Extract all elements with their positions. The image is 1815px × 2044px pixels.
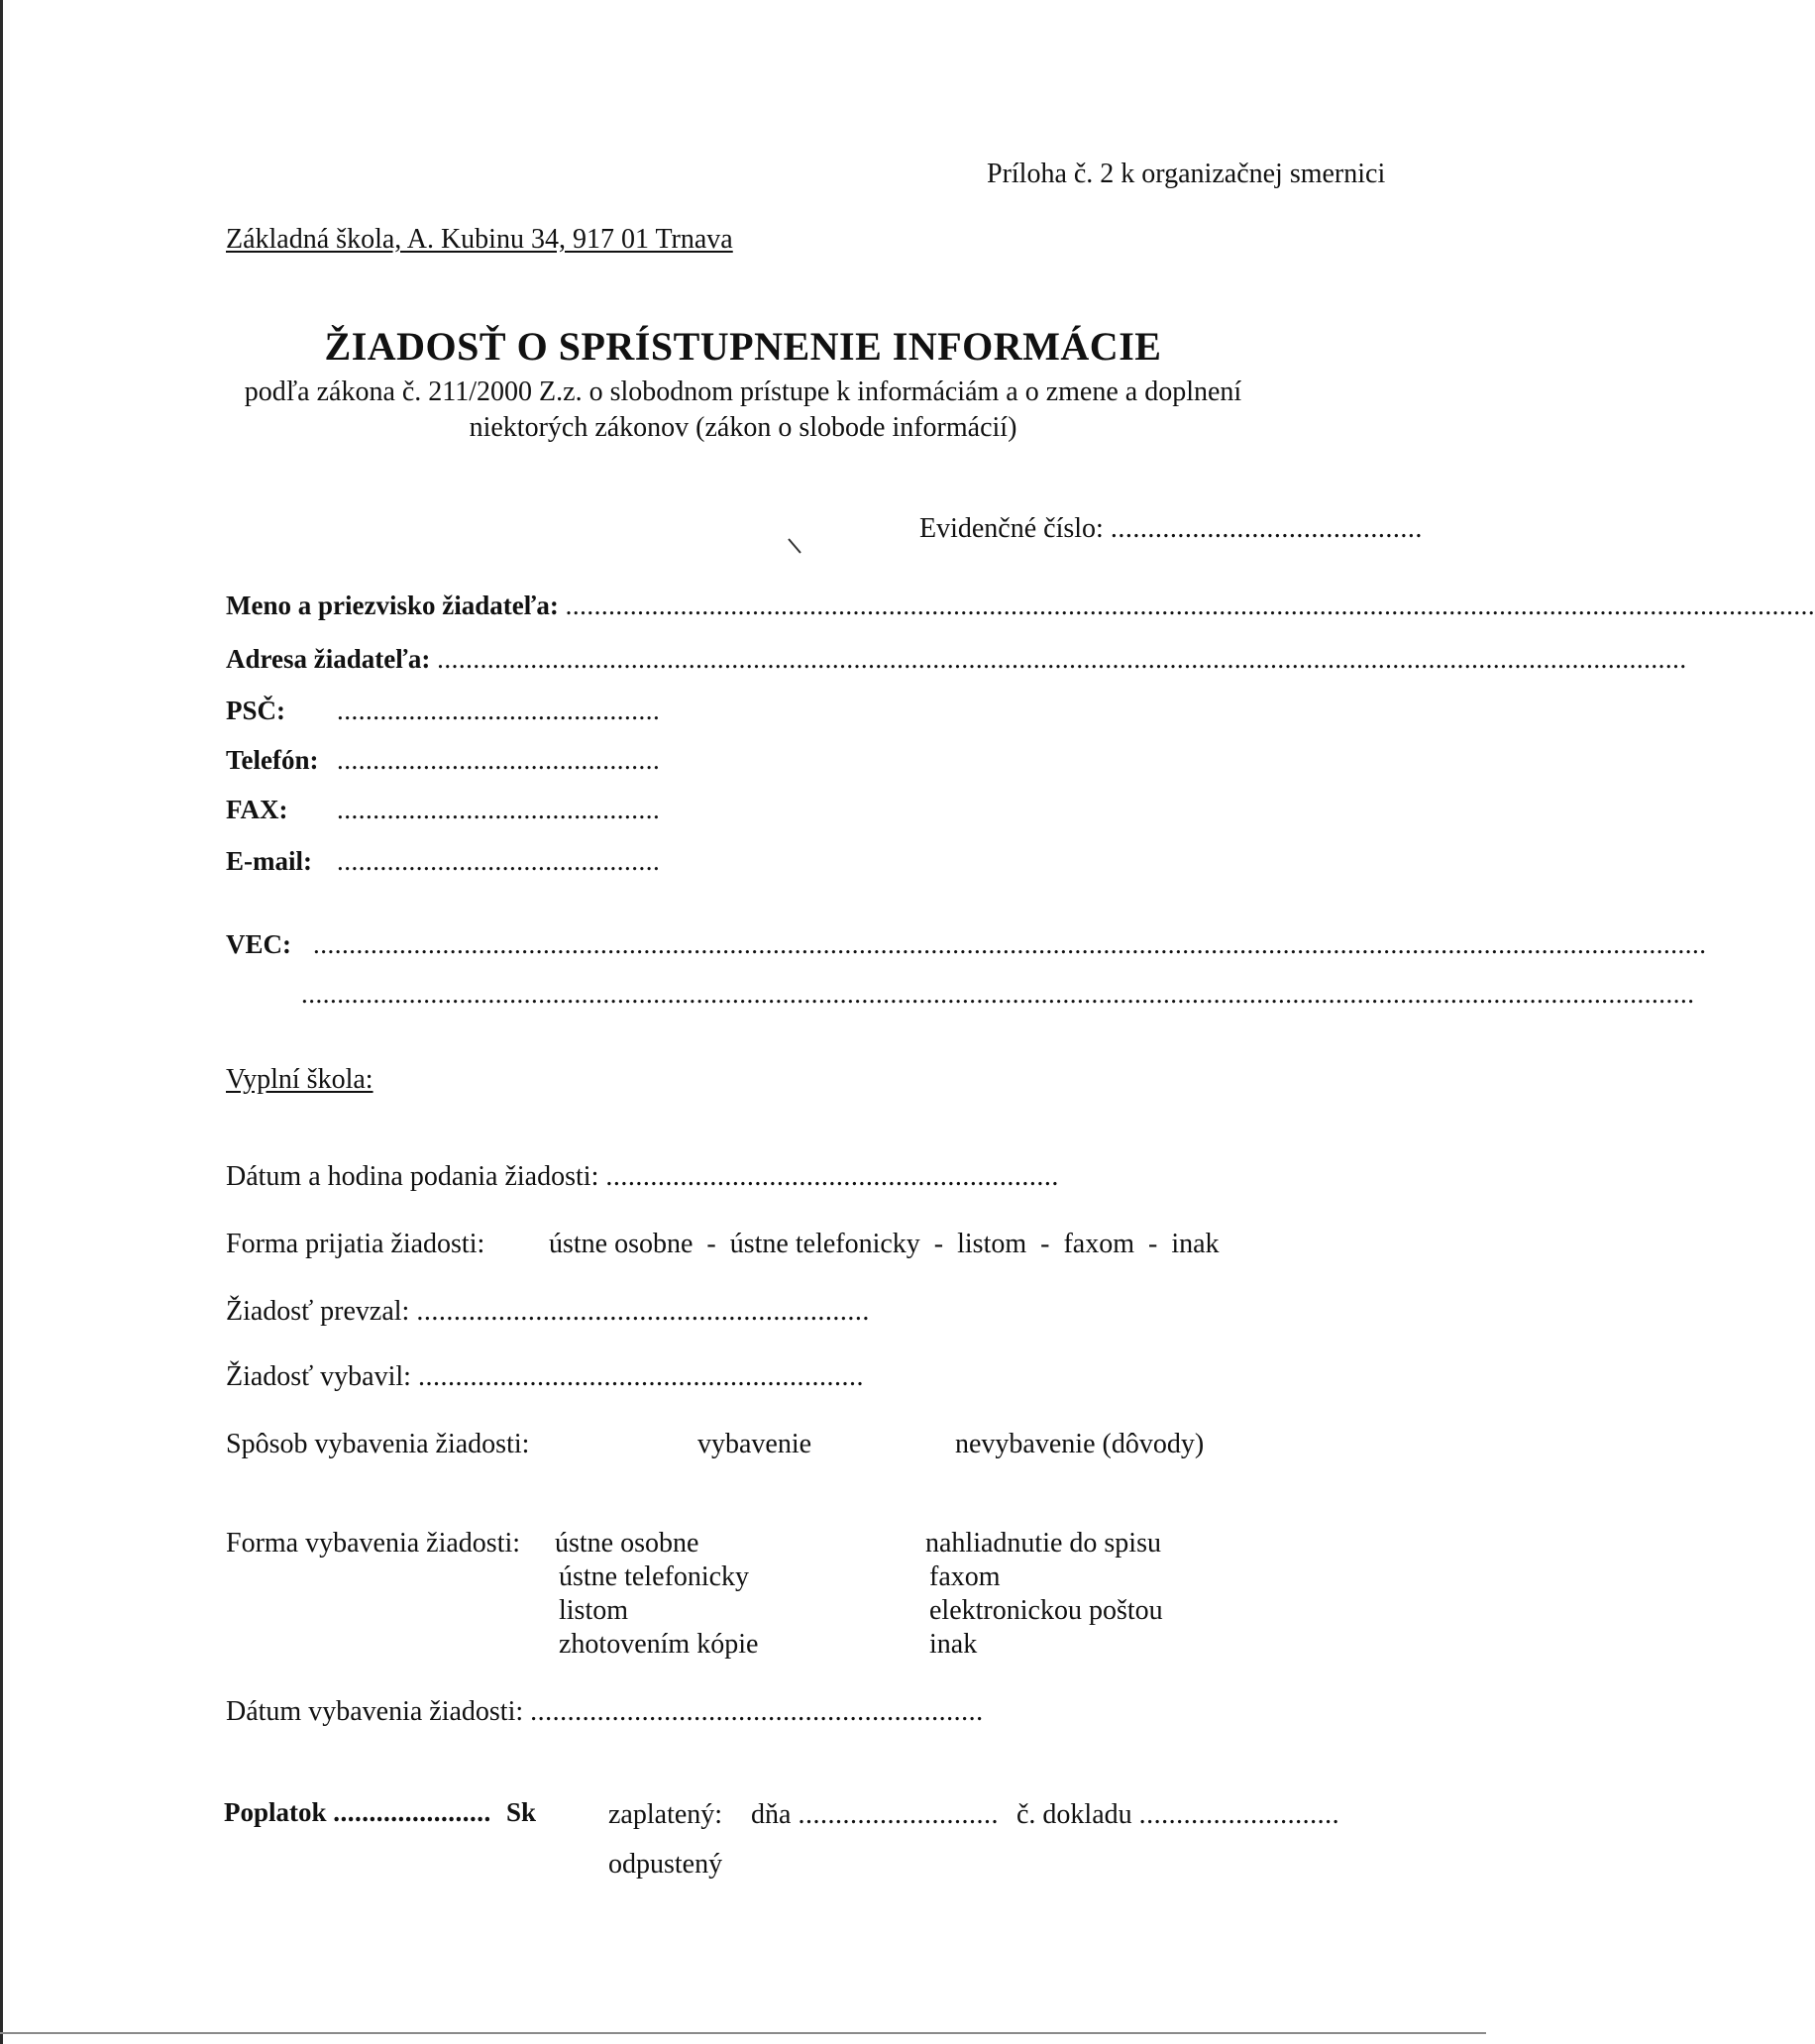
applicant-name-row [226,591,1815,621]
form-handled-option: nahliadnutie do spisu [925,1528,1161,1559]
handled-by-row [226,1361,864,1393]
document-title: ŽIADOSŤ O SPRÍSTUPNENIE INFORMÁCIE [324,324,1162,369]
fee-waived-label: odpustený [608,1849,723,1880]
evidence-number-label: Evidenčné číslo: [919,513,1104,544]
received-by-label: Žiadosť prevzal: [226,1296,410,1327]
fax-label: FAX: [226,795,288,824]
document-subtitle-line-1: podľa zákona č. 211/2000 Z.z. o slobodnom prístupe k informáciám a o zmene a doplnení [244,377,1242,407]
form-received-options: ústne osobne - ústne telefonicky - listom - faxom - inak [549,1229,1220,1259]
scan-edge-left [0,0,3,2044]
submission-datetime-field[interactable]: ............................................................. [605,1161,1059,1192]
fee-day-field[interactable]: ........................... [798,1799,999,1830]
method-label: Spôsob vybavenia žiadosti: [226,1429,530,1459]
applicant-address-row [226,644,1687,675]
applicant-name-label: Meno a priezvisko žiadateľa: [226,591,559,620]
fee-currency: Sk [506,1797,537,1827]
submission-datetime-label: Dátum a hodina podania žiadosti: [226,1161,599,1192]
fee-doc-label: č. dokladu [1016,1799,1132,1830]
received-by-field[interactable]: ............................................................. [416,1296,870,1327]
form-handled-label: Forma vybavenia žiadosti: [226,1528,521,1559]
evidence-number-row [919,513,1423,545]
fee-day-label: dňa [751,1799,792,1830]
form-handled-option: elektronickou poštou [929,1595,1163,1626]
psc-label: PSČ: [226,696,285,725]
date-handled-field[interactable]: ............................................................. [530,1696,984,1727]
document-subtitle-line-2: niektorých zákonov (zákon o slobode informácií) [469,412,1017,443]
email-label: E-mail: [226,846,312,876]
form-handled-option: ústne osobne [555,1528,699,1559]
email-field[interactable]: ............................................. [337,846,661,876]
annex-note: Príloha č. 2 k organizačnej smernici [987,159,1386,189]
date-handled-label: Dátum vybavenia žiadosti: [226,1696,524,1727]
submission-datetime-row [226,1161,1059,1193]
fee-day-row [751,1799,999,1831]
fee-doc-field[interactable]: ........................... [1138,1799,1340,1830]
handled-by-field[interactable]: ............................................................ [417,1361,864,1392]
subject-field-line-1[interactable]: .................................................................................................................................................................................................. [313,929,1707,959]
psc-field[interactable]: ............................................. [337,696,661,725]
received-by-row [226,1296,870,1328]
applicant-address-label: Adresa žiadateľa: [226,644,431,674]
fee-amount-field[interactable]: ...................... [333,1797,491,1827]
phone-label: Telefón: [226,745,319,775]
fee-label: Poplatok [224,1797,327,1827]
fax-field[interactable]: ............................................. [337,795,661,824]
date-handled-row [226,1696,984,1728]
fee-row [224,1797,536,1828]
school-address: Základná škola, A. Kubinu 34, 917 01 Trnava [226,224,733,255]
form-received-label: Forma prijatia žiadosti: [226,1229,485,1259]
handled-by-label: Žiadosť vybavil: [226,1361,411,1392]
form-handled-option: listom [559,1595,629,1626]
subject-label: VEC: [226,929,291,959]
form-handled-option: zhotovením kópie [559,1629,759,1660]
applicant-address-field[interactable]: .............................................................................................................................................................................. [437,644,1687,674]
form-handled-option: faxom [929,1561,1001,1592]
scan-edge-bottom [0,2032,1486,2034]
subject-field-line-2[interactable]: .................................................................................................................................................................................................. [301,979,1695,1009]
evidence-number-field[interactable]: .......................................... [1110,513,1423,544]
fee-paid-label: zaplatený: [608,1799,723,1830]
fee-doc-row [1016,1799,1340,1831]
applicant-name-field[interactable]: .............................................................................................................................................................................. [565,591,1815,620]
school-section-heading: Vyplní škola: [226,1064,374,1095]
form-handled-option: ústne telefonicky [559,1561,750,1592]
form-handled-option: inak [929,1629,978,1660]
phone-field[interactable]: ............................................. [337,745,661,775]
method-handled: vybavenie [697,1429,812,1459]
scan-mark [787,537,806,557]
method-not-handled: nevybavenie (dôvody) [955,1429,1205,1459]
